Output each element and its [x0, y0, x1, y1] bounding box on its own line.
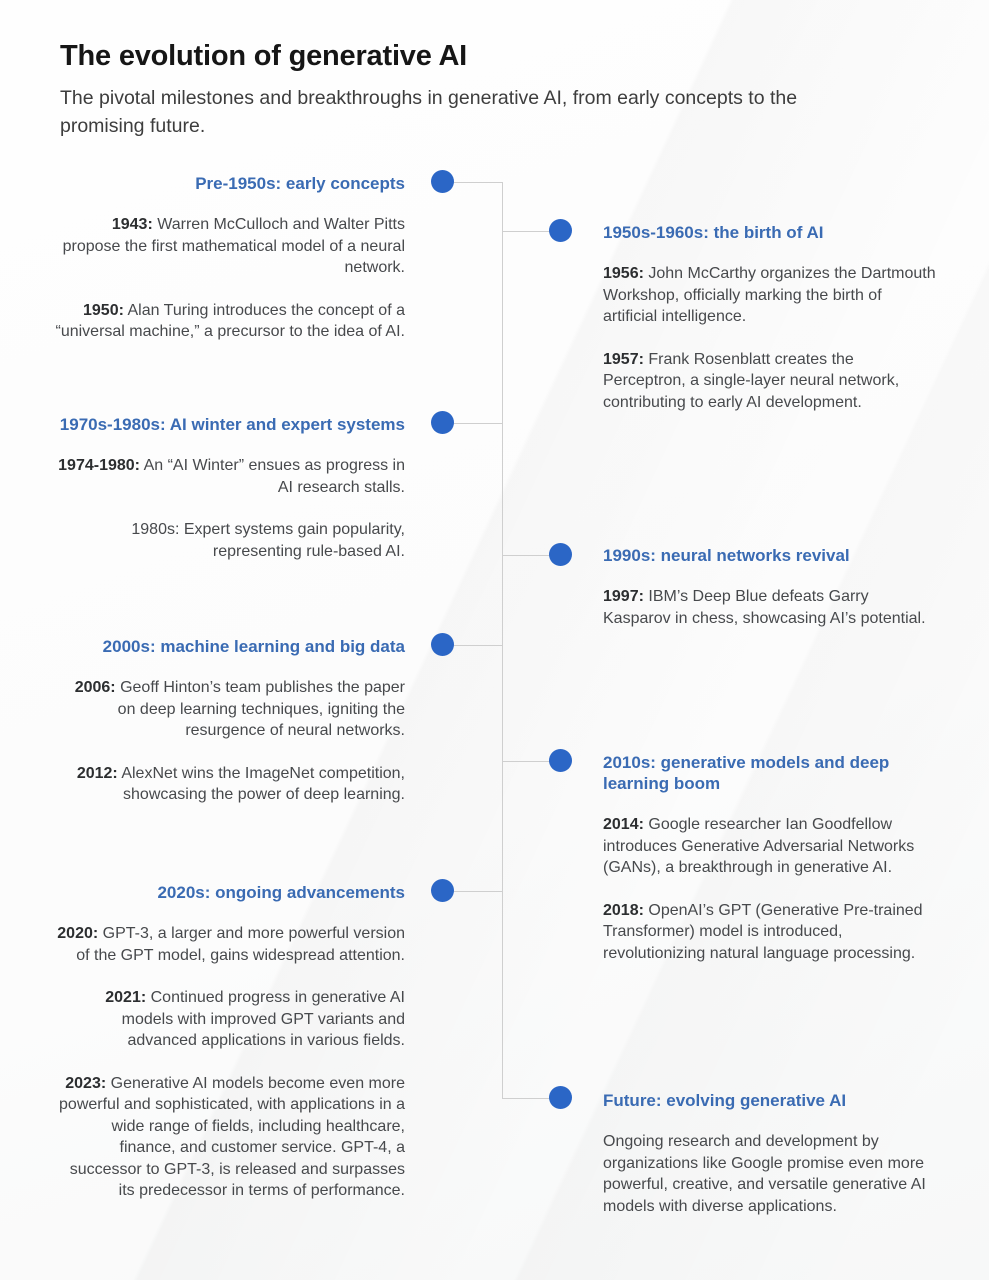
milestone-year: 2012: — [76, 764, 118, 782]
timeline-entry-future — [603, 1090, 937, 1217]
page-subtitle: The pivotal milestones and breakthroughs in generative AI, from early concepts to the promising future. — [60, 87, 798, 137]
milestone-text: Continued progress in generative AI models with improved GPT variants and advanced applications in various fields. — [121, 989, 405, 1049]
entry-heading: 1990s: neural networks revival — [603, 546, 850, 565]
milestone-year: 1957: — [603, 350, 644, 368]
milestone-paragraph — [53, 923, 405, 966]
milestone-year: 1997: — [603, 588, 644, 605]
milestone-paragraph — [603, 349, 937, 414]
timeline-dot — [549, 219, 572, 242]
timeline-entry-2000s — [53, 636, 405, 806]
timeline-dot — [549, 1086, 572, 1109]
timeline-dot — [431, 633, 454, 656]
milestone-year: 2018: — [603, 901, 644, 919]
entry-heading: Future: evolving generative AI — [603, 1091, 847, 1110]
timeline-entry-1950s-1960s — [603, 222, 937, 413]
milestone-paragraph — [53, 763, 405, 806]
milestone-text: An “AI Winter” ensues as progress in AI research stalls. — [140, 457, 405, 496]
timeline-dot — [431, 411, 454, 434]
milestone-paragraph — [53, 1073, 405, 1202]
milestone-year: 2014: — [603, 816, 644, 833]
milestone-year: 1943: — [111, 216, 153, 233]
timeline-dot — [549, 749, 572, 772]
page-title: The evolution of generative AI — [60, 40, 468, 72]
milestone-text: John McCarthy organizes the Dartmouth Workshop, officially marking the birth of artificial intelligence. — [603, 265, 936, 325]
milestone-paragraph — [603, 263, 937, 328]
milestone-text: GPT-3, a larger and more powerful version of the GPT model, gains widespread attention. — [76, 925, 405, 964]
milestone-paragraph — [603, 1131, 937, 1217]
milestone-year: 1950: — [83, 301, 124, 319]
milestone-year: 2020: — [57, 925, 99, 942]
milestone-paragraph — [53, 987, 405, 1052]
milestone-year: 2006: — [74, 679, 116, 696]
milestone-text: 1980s: Expert systems gain popularity, representing rule-based AI. — [131, 521, 405, 560]
milestone-paragraph — [603, 586, 937, 629]
milestone-text: OpenAI’s GPT (Generative Pre-trained Transformer) model is introduced, revolutionizing natural language processing. — [603, 901, 923, 962]
timeline-spine — [502, 182, 503, 1098]
timeline-dot — [431, 170, 454, 193]
milestone-paragraph — [603, 900, 937, 965]
timeline-dot — [549, 543, 572, 566]
milestone-paragraph — [603, 814, 937, 879]
milestone-year: 1956: — [603, 265, 644, 282]
milestone-paragraph — [53, 214, 405, 279]
entry-heading: 1950s-1960s: the birth of AI — [603, 223, 824, 242]
milestone-text: Geoff Hinton’s team publishes the paper on deep learning techniques, igniting the resurgence of neural networks. — [115, 679, 405, 739]
milestone-paragraph — [53, 519, 405, 562]
milestone-paragraph — [53, 300, 405, 343]
milestone-text: Frank Rosenblatt creates the Perceptron, a single-layer neural network, contributing to early AI development. — [603, 350, 900, 411]
milestone-text: IBM’s Deep Blue defeats Garry Kasparov in chess, showcasing AI’s potential. — [603, 588, 926, 627]
milestone-text: Google researcher Ian Goodfellow introduces Generative Adversarial Networks (GANs), a breakthrough in generative AI. — [603, 816, 915, 876]
timeline-entry-2020s — [53, 882, 405, 1202]
milestone-year: 2021: — [105, 989, 147, 1006]
timeline-dot — [431, 879, 454, 902]
timeline-entry-2010s — [603, 752, 937, 964]
milestone-text: Generative AI models become even more powerful and sophisticated, with applications in a wide range of fields, including healthcare, finance, and customer service. GPT-4, a successor to GPT-3, is released and surpasses its predecessor in terms of performance. — [59, 1074, 405, 1199]
milestone-year: 2023: — [65, 1074, 107, 1092]
entry-heading: 2000s: machine learning and big data — [102, 637, 405, 656]
milestone-paragraph — [53, 455, 405, 498]
milestone-text: Ongoing research and development by organizations like Google promise even more powerful, creative, and versatile generative AI models with diverse applications. — [603, 1133, 926, 1215]
timeline-entry-1990s — [603, 545, 937, 629]
milestone-paragraph — [53, 677, 405, 742]
milestone-text: Alan Turing introduces the concept of a “universal machine,” a precursor to the idea of AI. — [55, 301, 405, 340]
milestone-year: 1974-1980: — [58, 457, 140, 474]
entry-heading: 2020s: ongoing advancements — [157, 883, 405, 902]
entry-heading: 1970s-1980s: AI winter and expert systems — [59, 415, 405, 434]
entry-heading: 2010s: generative models and deep learning boom — [603, 753, 890, 793]
timeline-entry-1970s-1980s — [53, 414, 405, 562]
entry-heading: Pre-1950s: early concepts — [195, 174, 405, 193]
milestone-text: Warren McCulloch and Walter Pitts propose the first mathematical model of a neural network. — [62, 216, 405, 276]
milestone-text: AlexNet wins the ImageNet competition, showcasing the power of deep learning. — [117, 764, 405, 803]
timeline-entry-pre-1950s — [53, 173, 405, 343]
